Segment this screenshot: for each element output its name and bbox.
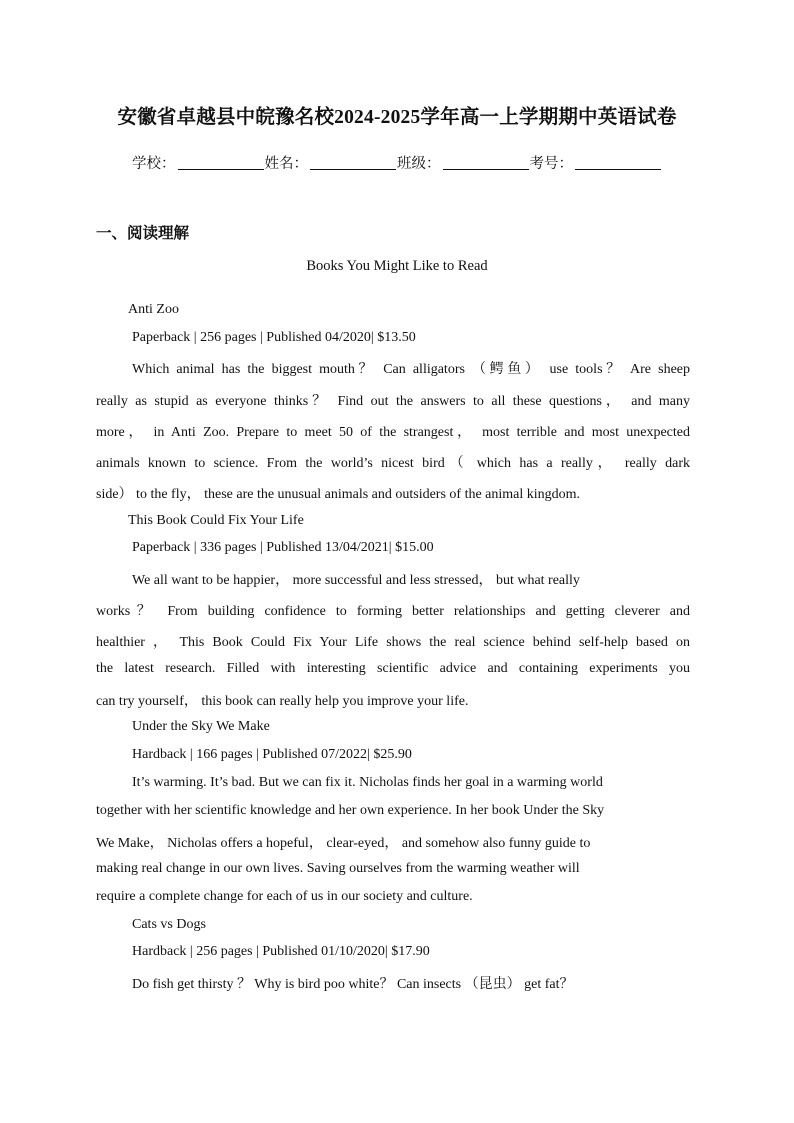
text-line: We all want to be happier， more successful and less stressed， but what really (132, 573, 580, 588)
exam-number-label: 考号： (529, 156, 573, 172)
exam-number-blank[interactable] (575, 155, 661, 170)
book-title: Under the Sky We Make (132, 719, 270, 734)
school-blank[interactable] (178, 155, 264, 170)
student-info-row (0, 152, 794, 173)
book-meta: Paperback | 256 pages | Published 04/2020| $13.50 (132, 330, 416, 345)
text-line: animals known to science. From the world’s nicest bird（ which has a really， really dark (96, 456, 690, 471)
section-heading: 一、阅读理解 (96, 225, 190, 242)
exam-title: 安徽省卓越县中皖豫名校2024-2025学年高一上学期期中英语试卷 (117, 107, 677, 128)
text-line: require a complete change for each of us in our society and culture. (96, 889, 473, 904)
book-title: This Book Could Fix Your Life (128, 513, 304, 528)
passage-title: Books You Might Like to Read (306, 258, 488, 274)
exam-number-field (530, 152, 663, 173)
school-field (132, 152, 265, 173)
class-blank[interactable] (443, 155, 529, 170)
name-label: 姓名： (264, 156, 308, 172)
text-line: We Make， Nicholas offers a hopeful， clear-eyed， and somehow also funny guide to (96, 836, 591, 851)
text-line: together with her scientific knowledge and her own experience. In her book Under the Sky (96, 803, 605, 818)
text-line: Do fish get thirsty ？ Why is bird poo white？ Can insects （昆虫） get fat？ (132, 977, 574, 992)
text-line: really as stupid as everyone thinks？ Find out the answers to all these questions， and many (96, 394, 690, 409)
name-field (265, 152, 398, 173)
text-line: making real change in our own lives. Saving ourselves from the warming weather will (96, 861, 580, 876)
text-line: can try yourself， this book can really help you improve your life. (96, 694, 469, 709)
class-label: 班级： (397, 156, 441, 172)
book-meta: Paperback | 336 pages | Published 13/04/2021| $15.00 (132, 540, 434, 555)
text-line: more， in Anti Zoo. Prepare to meet 50 of the strangest， most terrible and most unexpected (96, 425, 690, 440)
book-title: Cats vs Dogs (132, 917, 206, 932)
text-line: Which animal has the biggest mouth？ Can alligators （鳄鱼） use tools？ Are sheep (132, 362, 690, 377)
school-label: 学校： (132, 156, 176, 172)
text-line: healthier ， This Book Could Fix Your Life shows the real science behind self-help based on (96, 635, 690, 650)
text-line: works？ From building confidence to forming better relationships and getting cleverer and (96, 604, 690, 619)
book-meta: Hardback | 256 pages | Published 01/10/2020| $17.90 (132, 944, 430, 959)
text-line: It’s warming. It’s bad. But we can fix it. Nicholas finds her goal in a warming world (132, 775, 603, 790)
text-line: side） to the fly， these are the unusual animals and outsiders of the animal kingdom. (96, 487, 581, 502)
text-line: the latest research. Filled with interesting scientific advice and containing experiments you (96, 661, 690, 676)
class-field (397, 152, 530, 173)
name-blank[interactable] (310, 155, 396, 170)
book-title: Anti Zoo (128, 302, 179, 317)
book-meta: Hardback | 166 pages | Published 07/2022| $25.90 (132, 747, 412, 762)
